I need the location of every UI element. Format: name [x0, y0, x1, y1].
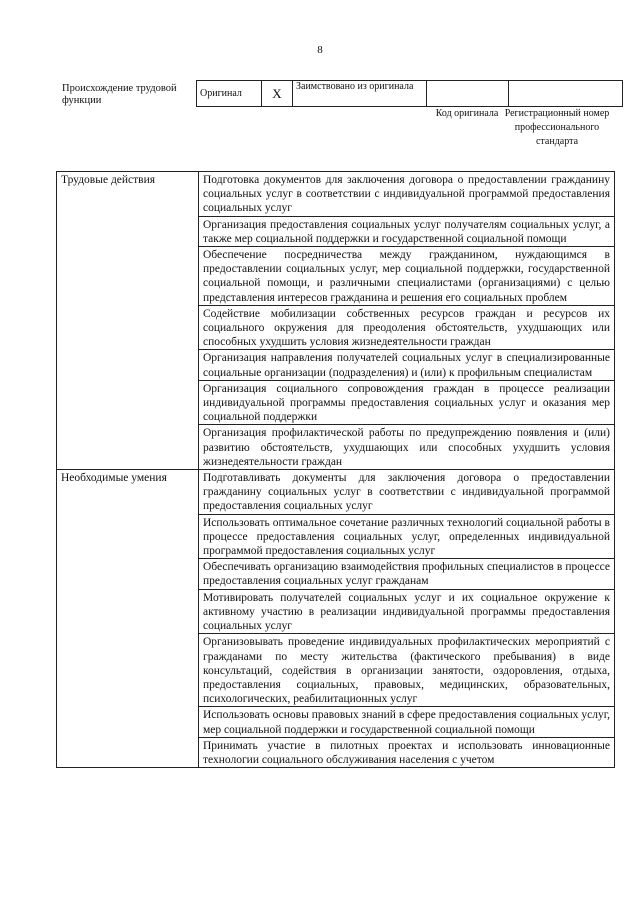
table-cell-item: Организация социального сопровождения граждан в процессе реализации индивидуальной программы предоставления социальных услуг и оказания мер социальной поддержки — [199, 380, 615, 425]
section-title-continuation — [57, 425, 199, 470]
table-row — [57, 737, 615, 767]
table-cell-item: Организация профилактической работы по предупреждению появления и (или) развитию обстоятельств, ухудшающих или способных ухудшить условия жизнедеятельности граждан — [199, 425, 615, 470]
section-title-continuation — [57, 350, 199, 380]
table-cell-item: Организация предоставления социальных услуг получателям социальных услуг, а также мер социальной поддержки и государственной социальной помощи — [199, 216, 615, 246]
table-cell-item: Обеспечивать организацию взаимодействия профильных специалистов в процессе предоставления социальных услуг гражданам — [199, 559, 615, 589]
table-row — [57, 559, 615, 589]
table-row — [57, 305, 615, 350]
original-mark: X — [262, 81, 293, 107]
section-title-continuation — [57, 216, 199, 246]
table-row — [57, 216, 615, 246]
section-title-continuation — [57, 305, 199, 350]
section-title: Трудовые действия — [57, 172, 199, 217]
table-row — [57, 589, 615, 634]
table-cell-item: Использовать основы правовых знаний в сфере предоставления социальных услуг, мер социальной поддержки и государственной социальной помощи — [199, 707, 615, 737]
original-label: Оригинал — [197, 81, 262, 107]
table-row — [57, 350, 615, 380]
table-row — [57, 425, 615, 470]
table-cell-item: Подготавливать документы для заключения договора о предоставлении гражданину социальных услуг в соответствии с индивидуальной программой предоставления социальных услуг — [199, 470, 615, 515]
borrowed-label: Заимствовано из оригинала — [293, 81, 427, 107]
origin-label: Происхождение трудовой функции — [62, 83, 177, 106]
registration-number-cell — [509, 81, 623, 107]
page-number: 8 — [317, 44, 323, 56]
registration-caption: Регистрационный номер профессионального стандарта — [504, 108, 610, 147]
table-cell-item: Мотивировать получателей социальных услуг и их социальное окружение к активному участию в реализации индивидуальной программы предоставления социальных услуг — [199, 589, 615, 634]
section-title-continuation — [57, 380, 199, 425]
section-title-continuation — [57, 514, 199, 559]
code-caption: Код оригинала — [435, 108, 499, 119]
table-cell-item: Организовывать проведение индивидуальных профилактических мероприятий с гражданами по месту жительства (фактического пребывания) в виде консультаций, содействия в организации занятости, оздоровления, отдыха, предоставления социальных, правовых, медицинских, образовательных, психологических, реабилитационных услуг — [199, 634, 615, 707]
original-code-cell — [427, 81, 509, 107]
competency-table — [56, 171, 615, 768]
section-title-continuation — [57, 737, 199, 767]
table-row — [57, 380, 615, 425]
section-title-continuation — [57, 634, 199, 707]
table-cell-item: Подготовка документов для заключения договора о предоставлении гражданину социальных услуг в соответствии с индивидуальной программой предоставления социальных услуг — [199, 172, 615, 217]
section-title-continuation — [57, 559, 199, 589]
table-cell-item: Использовать оптимальное сочетание различных технологий социальной работы в процессе предоставления социальных услуг, определенных индивидуальной программой предоставления социальных услуг — [199, 514, 615, 559]
table-cell-item: Организация направления получателей социальных услуг в специализированные социальные организации (подразделения) и (или) к профильным специалистам — [199, 350, 615, 380]
section-title: Необходимые умения — [57, 470, 199, 515]
section-title-continuation — [57, 707, 199, 737]
table-row — [57, 247, 615, 306]
section-title-continuation — [57, 589, 199, 634]
table-row — [57, 634, 615, 707]
table-row — [57, 470, 615, 515]
table-row — [57, 514, 615, 559]
table-row — [57, 707, 615, 737]
table-row — [57, 172, 615, 217]
section-title-continuation — [57, 247, 199, 306]
table-cell-item: Содействие мобилизации собственных ресурсов граждан и ресурсов их социального окружения для преодоления обстоятельств, ухудшающих или способных ухудшить условия жизнедеятельности граждан — [199, 305, 615, 350]
table-cell-item: Обеспечение посредничества между гражданином, нуждающимся в предоставлении социальных услуг, мер социальной поддержки, государственной социальной помощи, и различными специалистами (организациями) с целью представления интересов гражданина и решения его социальных проблем — [199, 247, 615, 306]
origin-table — [196, 80, 623, 107]
table-cell-item: Принимать участие в пилотных проектах и использовать инновационные технологии социального обслуживания населения с учетом — [199, 737, 615, 767]
